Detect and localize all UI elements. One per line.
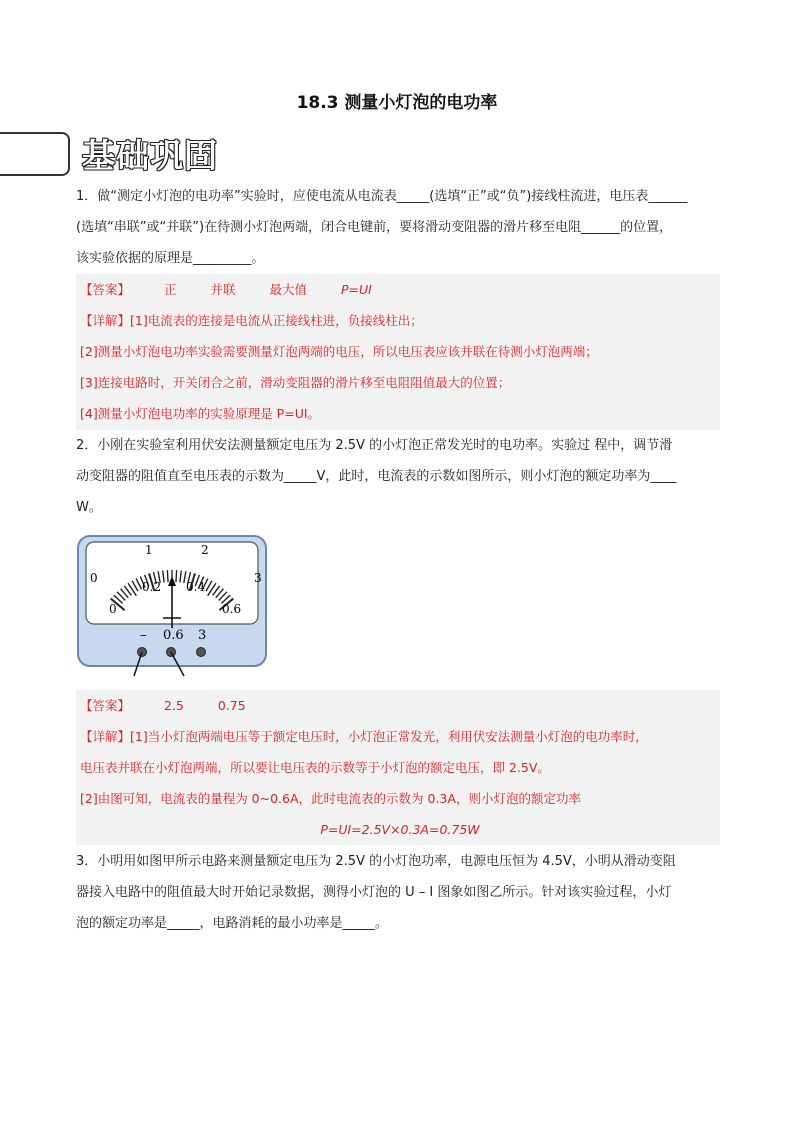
- top-scale-label: 1: [145, 543, 153, 557]
- question-2-answer-box: [76, 690, 720, 845]
- top-scale-label: 2: [201, 543, 209, 557]
- question-1-line: 1．做“测定小灯泡的电功率”实验时，应使电流从电流表_____(选填“正”或“负”)接线柱流进，电压表______: [76, 189, 688, 204]
- question-2-line: 2．小刚在实验室利用伏安法测量额定电压为 2.5V 的小灯泡正常发光时的电功率。实验过 程中，调节滑: [76, 438, 673, 453]
- answer-value: P=UI: [341, 282, 372, 297]
- question-3-line: 3．小明用如图甲所示电路来测量额定电压为 2.5V 的小灯泡功率，电源电压恒为 4.5V，小明从滑动变阻: [76, 854, 676, 869]
- detail-line: [2]由图可知，电流表的量程为 0~0.6A，此时电流表的示数为 0.3A，则小灯泡的额定功率: [80, 791, 581, 806]
- terminal-label: 3: [198, 628, 207, 643]
- answer-value: 2.5: [164, 698, 184, 713]
- question-2-line: 动变阻器的阻值直至电压表的示数为_____V，此时，电流表的示数如图所示，则小灯泡的额定功率为____: [76, 469, 677, 484]
- scale-tick: [167, 570, 168, 582]
- bottom-scale-label: 0.2: [142, 580, 162, 594]
- page-title: 18.3 测量小灯泡的电功率: [296, 93, 498, 113]
- section-heading: 基础巩固: [82, 136, 218, 175]
- scale-tick: [176, 570, 177, 582]
- section-header: [0, 130, 260, 176]
- question-1-line: (选填“串联”或“并联”)在待测小灯泡两端，闭合电键前，要将滑动变阻器的滑片移至电阻______的位置，: [76, 220, 673, 235]
- question-1-answer-box: [76, 274, 720, 430]
- question-3-line: 器接入电路中的阻值最大时开始记录数据，测得小灯泡的 U – I 图象如图乙所示。针对该实验过程，小灯: [76, 885, 672, 900]
- terminal-3: [197, 648, 206, 657]
- detail-line: [4]测量小灯泡电功率的实验原理是 P=UI。: [80, 406, 321, 421]
- detail-line: [3]连接电路时，开关闭合之前，滑动变阻器的滑片移至电阻阻值最大的位置；: [80, 375, 511, 390]
- detail-line: 【详解】[1]当小灯泡两端电压等于额定电压时，小灯泡正常发光，利用伏安法测量小灯泡的电功率时，: [80, 729, 648, 744]
- answer-value: 0.75: [217, 698, 246, 713]
- answer-value: 最大值: [269, 282, 308, 297]
- answer-tag: 【答案】: [80, 698, 131, 713]
- question-2: [76, 430, 720, 523]
- top-scale-label: 3: [254, 571, 262, 585]
- answer-line: [76, 274, 720, 305]
- top-scale-label: 0: [90, 571, 98, 585]
- terminal-label: 0.6: [163, 628, 184, 643]
- detail-line: 电压表并联在小灯泡两端，所以要让电压表的示数等于小灯泡的额定电压，即 2.5V。: [80, 760, 550, 775]
- terminal-label: –: [140, 628, 147, 643]
- question-3-line: 泡的额定功率是_____，电路消耗的最小功率是_____。: [76, 916, 389, 931]
- section-bracket-decoration: [0, 132, 70, 176]
- question-2-line: W。: [76, 500, 102, 515]
- detail-formula: P=UI=2.5V×0.3A=0.75W: [320, 822, 480, 837]
- question-3: [76, 846, 720, 939]
- answer-tag: 【答案】: [80, 282, 131, 297]
- bottom-scale-label: 0: [109, 602, 117, 616]
- question-1: [76, 181, 720, 274]
- detail-line: [2]测量小灯泡电功率实验需要测量灯泡两端的电压，所以电压表应该并联在待测小灯泡两端；: [80, 344, 598, 359]
- question-1-line: 该实验依据的原理是_________。: [76, 251, 265, 266]
- bottom-scale-label: 0.6: [222, 602, 242, 616]
- detail-line: 【详解】[1]电流表的连接是电流从正接线柱进，负接线柱出；: [80, 313, 423, 328]
- answer-value: 并联: [210, 282, 236, 297]
- answer-value: 正: [164, 282, 177, 297]
- bottom-scale-label: 0.4: [186, 580, 206, 594]
- answer-line: [76, 690, 720, 721]
- ammeter-diagram: [74, 532, 270, 692]
